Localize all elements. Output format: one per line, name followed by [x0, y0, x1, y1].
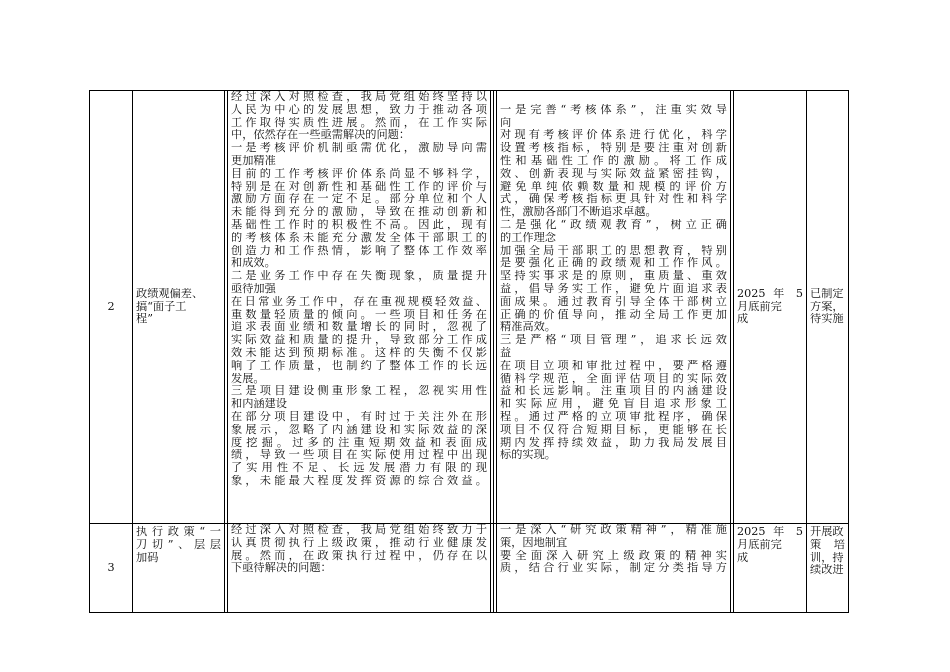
- measures-line: 面成果。通过教育引导全体干部树立: [500, 295, 727, 308]
- deadline-cell: [734, 524, 807, 613]
- measures-line: 式，确保考核指标更具针对性和科学: [500, 193, 727, 206]
- problem-line: 中，依然存在一些亟需解决的问题：: [231, 129, 411, 142]
- issue-cell: [133, 524, 225, 613]
- status-line: 待实施: [810, 313, 844, 326]
- problem-line: 绩，导致一些项目在实际使用过程中出现: [231, 449, 487, 462]
- issue-line: 加码: [136, 551, 159, 564]
- problem-line: 发展。: [231, 372, 265, 385]
- measures-cell: [494, 524, 734, 613]
- problem-line: 二是业务工作中存在失衡现象，质量提升: [231, 270, 487, 283]
- issue-line: 政绩观偏差、: [136, 287, 204, 300]
- status-line: 方案，: [810, 300, 844, 313]
- measures-line: 策，因地制宜: [500, 536, 568, 549]
- measures-line: 正确的价值导向，推动全局工作更加: [500, 308, 727, 321]
- measures-line: 益: [500, 346, 512, 359]
- problem-line: 象展示，忽略了内涵建设和实际效益的深: [231, 423, 487, 436]
- problem-line: 目前的工作考核评价体系尚显不够科学，: [231, 167, 487, 180]
- problem-line: 更加精准: [231, 154, 276, 167]
- measures-text-block: [496, 91, 731, 523]
- row-number-cell: [90, 91, 133, 524]
- issue-line: 刀切”、层层: [136, 538, 221, 551]
- measures-line: 是要强化正确的政绩观和工作作风。: [500, 257, 727, 270]
- problem-line: 下亟待解决的问题：: [231, 562, 332, 575]
- problem-line: 效未能达到预期标准。这样的失衡不仅影: [231, 346, 487, 359]
- problem-line: 激励方面存在一定不足。部分单位和个人: [231, 193, 487, 206]
- problem-line: 经过深入对照检查，我局党组始终致力于: [231, 524, 487, 536]
- problem-line: 未能得到充分的激励，导致在推动创新和: [231, 206, 487, 219]
- status-cell: [807, 524, 849, 613]
- measures-line: 要全面深入研究上级政策的精神实: [500, 549, 727, 562]
- measures-cell: [494, 91, 734, 524]
- measures-line: 项目不仅符合短期目标，更能够在长: [500, 423, 727, 436]
- problem-line: 创造力和工作热情，影响了整体工作效率: [231, 244, 487, 257]
- issue-line: 搞“面子工: [136, 300, 187, 313]
- problem-line: 了实用性不足、长远发展潜力有限的现: [231, 462, 487, 475]
- measures-line: 避免单纯依赖数量和规模的评价方: [500, 180, 727, 193]
- problem-cell: [225, 91, 494, 524]
- measures-line: [500, 91, 727, 104]
- measures-line: 益和长远影响。注重项目的内涵建设: [500, 385, 727, 398]
- problem-line: 展。然而，在政策执行过程中，仍存在以: [231, 549, 487, 562]
- rectification-table: [89, 90, 849, 613]
- measures-line: 设置考核指标，特别是要注重对创新: [500, 142, 727, 155]
- row-number-cell: [90, 524, 133, 613]
- problem-line: 响了工作质量，也制约了整体工作的长远: [231, 359, 487, 372]
- problem-line: 工作取得实质性进展。然而，在工作实际: [231, 116, 487, 129]
- measures-line: 效、创新表现与实际效益紧密挂钩，: [500, 167, 727, 180]
- measures-line: 质，结合行业实际，制定分类指导方: [500, 562, 727, 575]
- problem-line: 基础性工作时的积极性不高。因此，现有: [231, 218, 487, 231]
- deadline-line: 成: [737, 313, 749, 326]
- problem-line: 象，未能最大程度发挥资源的综合效益。: [231, 474, 487, 487]
- measures-line: 性和基础性工作的激励。将工作成: [500, 154, 727, 167]
- status-line: 已制定: [810, 287, 844, 300]
- status-line: 训，持: [810, 551, 844, 564]
- problem-line: 特别是在对创新性和基础性工作的评价与: [231, 180, 487, 193]
- problem-line: 三是项目建设侧重形象工程，忽视实用性: [231, 385, 487, 398]
- measures-line: 加强全局干部职工的思想教育，特别: [500, 244, 727, 257]
- measures-line: 三是严格“项目管理”，追求长远效: [500, 334, 727, 347]
- measures-line: 向: [500, 116, 512, 129]
- measures-line: 性，激励各部门不断追求卓越。: [500, 206, 657, 219]
- measures-line: 期内发挥持续效益，助力我局发展目: [500, 436, 727, 449]
- status-cell: [807, 91, 849, 524]
- deadline-line: 月底前完: [737, 538, 782, 551]
- problem-line: 一是考核评价机制亟需优化，激励导向需: [231, 142, 487, 155]
- problem-line: 和内涵建设: [231, 398, 287, 411]
- measures-line: 二是强化“政绩观教育”，树立正确: [500, 218, 727, 231]
- measures-line: 标的实现。: [500, 449, 556, 462]
- problem-line: 的考核体系未能充分激发全体干部职工的: [231, 231, 487, 244]
- status-line: 策 培: [810, 538, 845, 551]
- measures-line: 益，倡导务实工作，避免片面追求表: [500, 282, 727, 295]
- problem-line: 实际效益和质量的提升，导致部分工作成: [231, 334, 487, 347]
- status-line: 续改进: [810, 564, 844, 577]
- row-number: 2: [107, 299, 115, 313]
- table-row: [90, 524, 849, 613]
- problem-line: 人民为中心的发展思想，致力于推动各项: [231, 103, 487, 116]
- deadline-line: 成: [737, 551, 749, 564]
- measures-line: 在项目立项和审批过程中，要严格遵: [500, 359, 727, 372]
- problem-line: 亟待加强: [231, 282, 276, 295]
- measures-line: 的工作理念: [500, 231, 556, 244]
- problem-line: 度挖掘。过多的注重短期效益和表面成: [231, 436, 487, 449]
- problem-line: 追求表面业绩和数量增长的同时，忽视了: [231, 321, 487, 334]
- problem-line: 认真贯彻执行上级政策，推动行业健康发: [231, 536, 487, 549]
- row-number: 3: [107, 560, 115, 574]
- problem-line: 和成效。: [231, 257, 276, 270]
- measures-line: 和实际应用，避免盲目追求形象工: [500, 398, 727, 411]
- status-line: 开展政: [810, 526, 844, 538]
- problem-line: 经过深入对照检查，我局党组始终坚持以: [231, 91, 487, 103]
- issue-line: 执行政策“一: [136, 526, 221, 538]
- problem-text-block: [227, 91, 491, 523]
- measures-line: 坚持实事求是的原则，重质量、重效: [500, 270, 727, 283]
- problem-text-block: [227, 524, 491, 612]
- deadline-cell: [734, 91, 807, 524]
- measures-line: 精准高效。: [500, 321, 556, 334]
- measures-text-block: [496, 524, 731, 612]
- issue-line: 程”: [136, 313, 153, 326]
- issue-cell: [133, 91, 225, 524]
- measures-line: 一是深入“研究政策精神”，精准施: [500, 524, 727, 536]
- deadline-line: 月底前完: [737, 300, 782, 313]
- table-row: [90, 91, 849, 524]
- measures-line: 循科学规范，全面评估项目的实际效: [500, 372, 727, 385]
- problem-line: 重数量轻质量的倾向。一些项目和任务在: [231, 308, 487, 321]
- deadline-line: 2025 年 5: [737, 526, 803, 538]
- problem-line: 在部分项目建设中，有时过于关注外在形: [231, 410, 487, 423]
- problem-cell: [225, 524, 494, 613]
- measures-line: 程。通过严格的立项审批程序，确保: [500, 410, 727, 423]
- deadline-line: 2025 年 5: [737, 287, 803, 300]
- measures-line: 对现有考核评价体系进行优化，科学: [500, 129, 727, 142]
- measures-line: 一是完善“考核体系”，注重实效导: [500, 103, 727, 116]
- problem-line: 在日常业务工作中，存在重视规模轻效益、: [231, 295, 487, 308]
